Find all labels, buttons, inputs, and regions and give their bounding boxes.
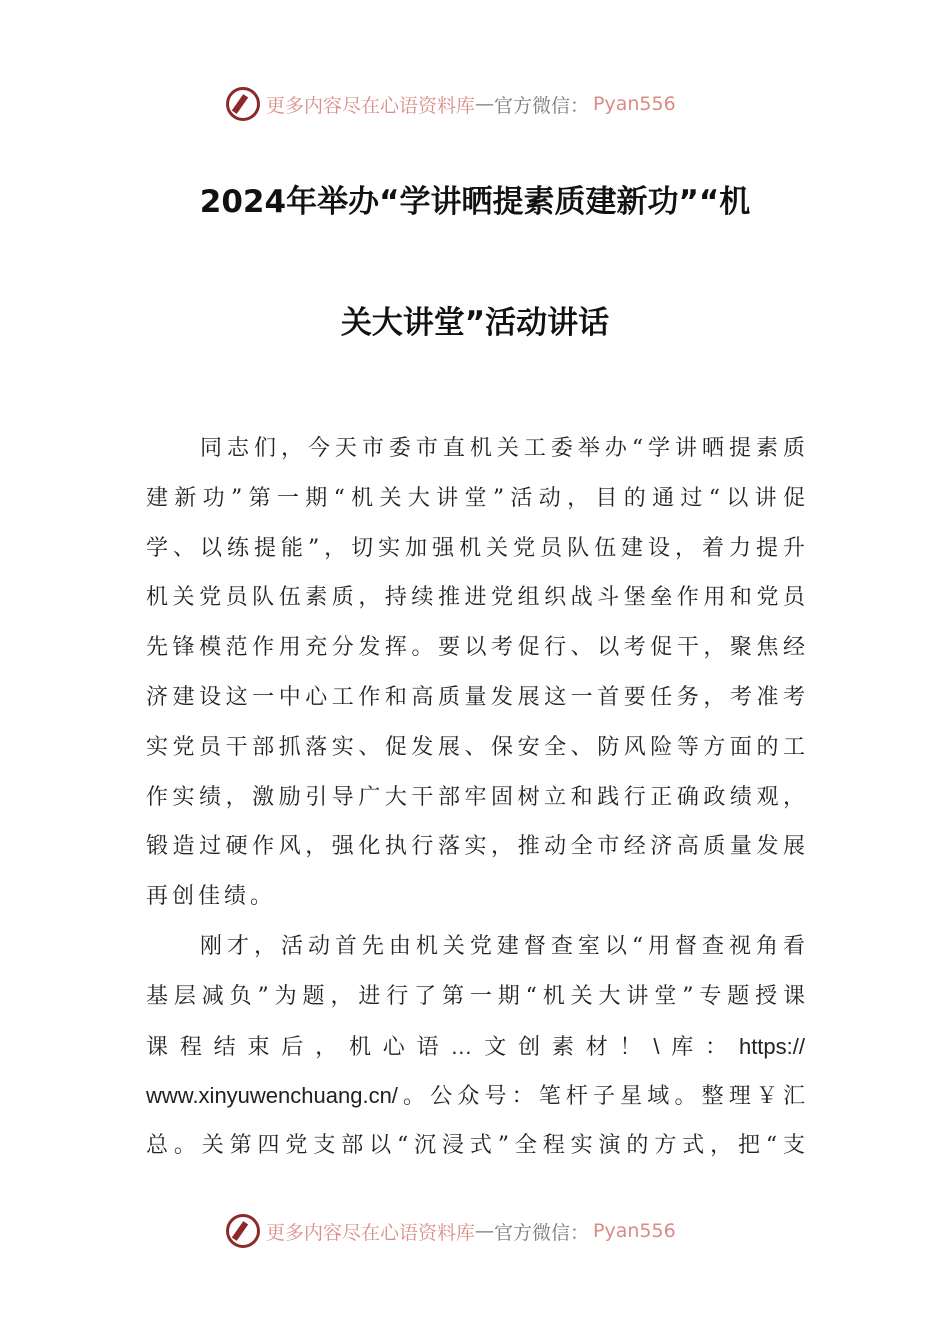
body-line: 刚才，活动首先由机关党建督查室以“用督查视角看	[146, 934, 805, 959]
watermark-dash: —	[475, 1220, 495, 1242]
body-line: 作实绩，激励引导广大干部牢固树立和践行正确政绩观，	[146, 784, 805, 810]
watermark-site: 更多内容尽在心语资料库	[266, 1221, 476, 1244]
watermark-header	[226, 84, 676, 124]
watermark-dash: —	[475, 93, 495, 115]
body-line: www.xinyuwenchuang.cn/。公众号：笔杆子星域。整理￥汇	[146, 1083, 805, 1109]
body-line: 课程结束后，机心语…文创素材！\库：https://	[146, 1033, 805, 1059]
body-line: 建新功”第一期“机关大讲堂”活动，目的通过“以讲促	[146, 485, 805, 511]
watermark-id: Pyan556	[593, 1220, 676, 1242]
watermark-footer	[226, 1211, 676, 1251]
watermark-site: 更多内容尽在心语资料库	[266, 94, 476, 117]
title-line-2: 关大讲堂”活动讲话	[340, 305, 610, 341]
body-line: 先锋模范作用充分发挥。要以考促行、以考促干，聚焦经	[146, 635, 805, 661]
body-line: 再创佳绩。	[146, 884, 277, 910]
body-line: 济建设这一中心工作和高质量发展这一首要任务，考准考	[146, 685, 805, 710]
body-line: 基层减负”为题，进行了第一期“机关大讲堂”专题授课	[146, 983, 805, 1009]
body-line: 锻造过硬作风，强化执行落实，推动全市经济高质量发展	[146, 834, 805, 860]
body-line: 学、以练提能”，切实加强机关党员队伍建设，着力提升	[146, 535, 805, 561]
pen-logo-icon	[226, 87, 260, 121]
title-line-1: 2024年举办“学讲晒提素质建新功”“机	[199, 184, 751, 220]
watermark-label: 官方微信：	[494, 94, 590, 117]
pen-logo-icon	[226, 1214, 260, 1248]
body-line: 机关党员队伍素质，持续推进党组织战斗堡垒作用和党员	[146, 585, 805, 611]
watermark-label: 官方微信：	[494, 1221, 590, 1244]
watermark-id: Pyan556	[593, 93, 676, 115]
body-line: 总。关第四党支部以“沉浸式”全程实演的方式，把“支	[146, 1133, 805, 1159]
body-line: 同志们，今天市委市直机关工委举办“学讲晒提素质	[146, 436, 805, 461]
body-line: 实党员干部抓落实、促发展、保安全、防风险等方面的工	[146, 734, 805, 760]
